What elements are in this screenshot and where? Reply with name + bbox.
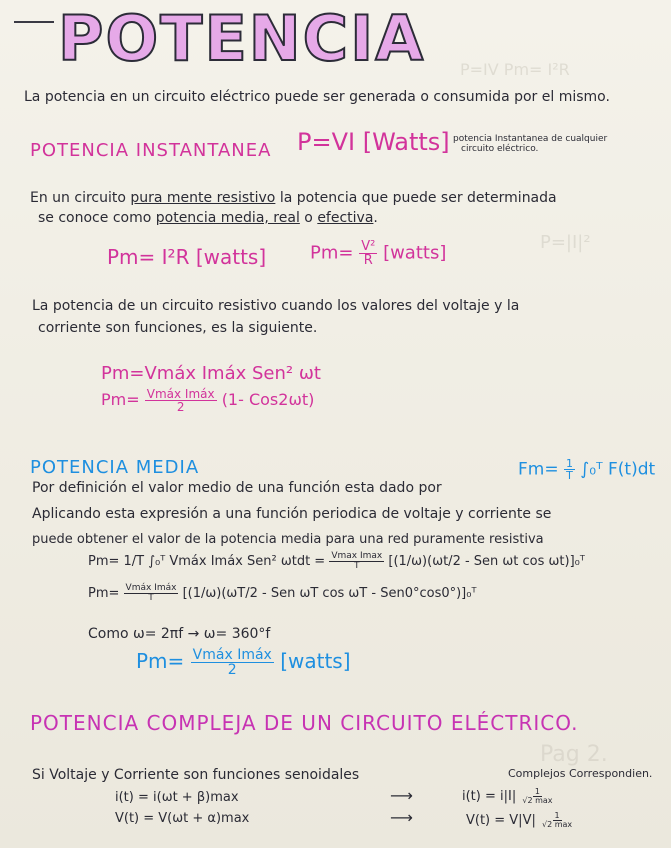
formula-pm-v2r: Pm= $\frac{\text{V²}}{R}$ [watts] xyxy=(310,239,447,268)
heading-media: POTENCIA MEDIA xyxy=(30,457,200,478)
formula-instantanea: P=VI [Watts] xyxy=(297,128,450,156)
intro-line: La potencia en un circuito eléctrico puede ser generada o consumida por el mismo. xyxy=(24,89,610,105)
arrow-1: ⟶ xyxy=(390,786,413,805)
integral-formula-1: Pm= 1/T ∫₀ᵀ Vmáx Imáx Sen² ωtdt = $\frac{\text{Vmax Imax}}{T}$ [(1/ω)(ωt/2 - Sen ωt cos ωt)]₀ᵀ xyxy=(88,551,585,571)
integral-formula-2: Pm= $\frac{\text{Vmáx Imáx}}{T}$ [(1/ω)(ωT/2 - Sen ωT cos ωT - Sen0°cos0°)]₀ᵀ xyxy=(88,583,477,603)
formula-pm-result: Pm= $\frac{\text{Vmáx Imáx}}{2}$ [watts] xyxy=(136,647,351,678)
media-line-2: Aplicando esta expresión a una función periodica de voltaje y corriente se xyxy=(32,506,552,522)
note-instantanea: potencia Instantanea de cualquier circuito eléctrico. xyxy=(453,134,608,154)
formula-pm-i2r: Pm= I²R [watts] xyxy=(107,245,267,269)
ghost-text-1: P=IV Pm= I²R xyxy=(460,60,570,79)
formula-mean-value: Fm= $\frac{1}{T}$ ∫₀ᵀ F(t)dt xyxy=(518,457,656,482)
media-line-1: Por definición el valor medio de una función esta dado por xyxy=(32,480,442,496)
media-line-3: puede obtener el valor de la potencia media para una red puramente resistiva xyxy=(32,532,544,547)
arrow-2: ⟶ xyxy=(390,808,413,827)
heading-compleja: POTENCIA COMPLEJA DE UN CIRCUITO ELÉCTRICO. xyxy=(30,711,579,735)
omega-line: Como ω= 2πf → ω= 360°f xyxy=(88,626,271,642)
formula-pm-expanded: Pm= $\frac{\text{Vmáx Imáx}}{2}$ (1- Cos2ωt) xyxy=(101,387,315,414)
formula-pm-vmax-imax: Pm=Vmáx Imáx Sen² ωt xyxy=(101,363,321,384)
resistive-line-1: En un circuito pura mente resistivo la potencia que puede ser determinada xyxy=(30,190,557,206)
corner-line xyxy=(14,21,54,23)
voltage-phasor: V(t) = V|V| $\frac{1}{√2 \max}$ xyxy=(466,811,573,829)
complex-note: Complejos Correspondien. xyxy=(508,767,653,780)
current-phasor: i(t) = i|I| $\frac{1}{√2 \max}$ xyxy=(462,787,553,805)
para-line-1: La potencia de un circuito resistivo cuando los valores del voltaje y la xyxy=(32,298,520,314)
heading-instantanea: POTENCIA INSTANTANEA xyxy=(30,140,272,161)
current-time-eq: i(t) = i(ωt + β)max xyxy=(115,790,239,805)
ghost-text-3: Pag 2. xyxy=(540,742,608,767)
complex-intro: Si Voltaje y Corriente son funciones senoidales xyxy=(32,767,360,783)
page-title: POTENCIA xyxy=(58,2,426,75)
para-line-2: corriente son funciones, es la siguiente. xyxy=(38,320,318,336)
voltage-time-eq: V(t) = V(ωt + α)max xyxy=(115,811,250,826)
resistive-line-2: se conoce como potencia media, real o efectiva. xyxy=(38,210,378,226)
ghost-text-2: P=|I|² xyxy=(540,232,591,253)
